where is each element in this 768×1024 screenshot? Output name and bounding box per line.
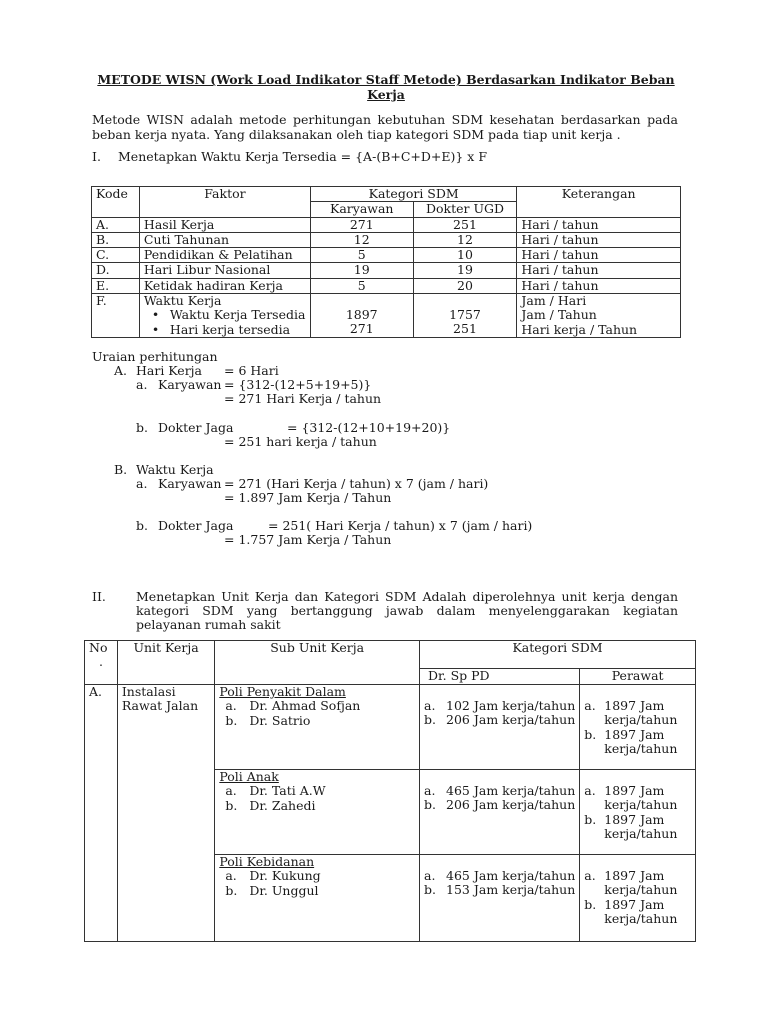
bullet-label: Waktu Kerja Tersedia	[169, 307, 306, 323]
uraian-bb-name: Dokter Jaga	[158, 518, 234, 533]
list-marker: a.	[584, 698, 596, 713]
list-marker: a.	[424, 698, 436, 713]
hours-value: 1897 Jam	[604, 868, 665, 883]
doctor-name: Dr. Kukung	[249, 868, 321, 884]
list-marker: b.	[225, 882, 238, 898]
list-marker: b.	[584, 726, 597, 742]
section-2-heading: Menetapkan Unit Kerja dan Kategori SDM Adalah diperolehnya unit kerja dengan kategori SDM yang bertanggung jawab dalam menyelenggarakan kegiatan pelayanan rumah sakit	[136, 589, 678, 632]
sub-unit-name: Poli Kebidanan	[219, 854, 315, 869]
header-dr-sp-pd: Dr. Sp PD	[420, 669, 580, 685]
cell-kode: D.	[92, 263, 140, 278]
uraian-aa-line2: = 271 Hari Kerja / tahun	[224, 391, 382, 406]
cell-faktor: Cuti Tahunan	[139, 232, 310, 247]
hours-unit: kerja/tahun	[604, 825, 678, 841]
list-marker: b.	[584, 896, 597, 912]
uraian-bb-line2: = 1.757 Jam Kerja / Tahun	[224, 532, 392, 547]
hours-value: 206 Jam kerja/tahun	[446, 797, 576, 813]
cell-faktor-f	[139, 294, 310, 338]
doctor-name: Dr. Tati A.W	[249, 783, 326, 799]
header-faktor: Faktor	[139, 187, 310, 218]
table-waktu-kerja	[91, 186, 681, 338]
hours-value: 1897 Jam	[604, 783, 665, 798]
list-marker: b.	[225, 712, 238, 728]
sub-unit-name: Poli Penyakit Dalam	[219, 684, 346, 699]
cell-dokter: 12	[413, 232, 517, 247]
cell-faktor: Hari Libur Nasional	[139, 263, 310, 278]
list-marker: a.	[424, 868, 436, 883]
hours-value: 1897 Jam	[604, 726, 665, 742]
cell-perawat-hours	[580, 770, 696, 855]
header-sub-unit-kerja: Sub Unit Kerja	[215, 641, 420, 685]
uraian-a-label: A.	[114, 363, 128, 378]
doctor-name: Dr. Ahmad Sofjan	[249, 698, 361, 714]
uraian-ba-label: a.	[136, 476, 148, 491]
intro-paragraph: Metode WISN adalah metode perhitungan kebutuhan SDM kesehatan berdasarkan pada beban kerja nyata. Yang dilaksanakan oleh tiap kategori SDM pada tiap unit kerja .	[92, 112, 678, 142]
list-marker: a.	[225, 698, 237, 714]
value: Jam / Tahun	[521, 307, 597, 323]
cell-keterangan: Hari / tahun	[517, 263, 681, 278]
table-unit-kerja	[84, 640, 696, 942]
uraian-a-title: Hari Kerja	[136, 363, 203, 378]
cell-dr-hours	[420, 770, 580, 855]
header-dokter-ugd: Dokter UGD	[413, 202, 517, 217]
table-row	[92, 294, 681, 338]
hours-value: 465 Jam kerja/tahun	[446, 868, 576, 883]
sub-unit-name: Poli Anak	[219, 769, 279, 784]
cell-keterangan: Hari / tahun	[517, 232, 681, 247]
uraian-ab-name: Dokter Jaga	[158, 420, 234, 435]
hours-unit: kerja/tahun	[604, 712, 678, 728]
hours-unit: kerja/tahun	[604, 797, 678, 813]
cell-faktor: Pendidikan & Pelatihan	[139, 248, 310, 263]
list-marker: b.	[424, 712, 437, 728]
section-1-number: I.	[92, 149, 101, 164]
table-row	[92, 263, 681, 278]
value: 1897	[345, 307, 378, 323]
uraian-aa-line1: = {312-(12+5+19+5)}	[224, 377, 372, 392]
cell-unit-kerja: Instalasi Rawat Jalan	[117, 685, 214, 942]
header-kategori-sdm: Kategori SDM	[420, 641, 696, 669]
table-row	[92, 278, 681, 293]
uraian-ba-name: Karyawan	[158, 476, 222, 491]
cell-faktor: Hasil Kerja	[139, 217, 310, 232]
cell-sub-unit	[215, 685, 420, 770]
cell-dokter: 251	[413, 217, 517, 232]
cell-faktor: Ketidak hadiran Kerja	[139, 278, 310, 293]
uraian-a-value: = 6 Hari	[224, 363, 279, 378]
hours-value: 465 Jam kerja/tahun	[446, 783, 576, 798]
faktor-label: Waktu Kerja	[143, 293, 222, 309]
header-kategori-sdm: Kategori SDM	[310, 187, 516, 202]
list-marker: b.	[225, 797, 238, 813]
header-unit-kerja: Unit Kerja	[117, 641, 214, 685]
list-marker: a.	[584, 868, 596, 883]
bullet-label: Hari kerja tersedia	[169, 321, 291, 337]
cell-karyawan: 12	[310, 232, 413, 247]
value: 1757	[449, 307, 481, 323]
cell-dokter: 20	[413, 278, 517, 293]
header-no-dot: .	[98, 654, 103, 670]
header-no-label: No	[89, 640, 108, 655]
cell-karyawan: 5	[310, 248, 413, 263]
hours-value: 1897 Jam	[604, 896, 665, 912]
cell-karyawan	[310, 294, 413, 338]
cell-row-no: A.	[85, 685, 118, 942]
list-marker: a.	[225, 868, 237, 884]
uraian-ab-label: b.	[136, 420, 148, 435]
cell-dr-hours	[420, 855, 580, 942]
document-title: METODE WISN (Work Load Indikator Staff Metode) Berdasarkan Indikator Beban Kerja	[97, 72, 675, 102]
header-no	[85, 641, 118, 685]
cell-keterangan: Hari / tahun	[517, 278, 681, 293]
list-marker: a.	[225, 783, 237, 799]
cell-dokter	[413, 294, 517, 338]
table-row	[92, 232, 681, 247]
uraian-ab-line1: = {312-(12+10+19+20)}	[287, 420, 451, 435]
uraian-b-label: B.	[114, 462, 128, 477]
cell-kode: C.	[92, 248, 140, 263]
section-1-heading: Menetapkan Waktu Kerja Tersedia = {A-(B+C+D+E)} x F	[118, 149, 488, 164]
table-row	[92, 248, 681, 263]
cell-perawat-hours	[580, 855, 696, 942]
header-karyawan: Karyawan	[310, 202, 413, 217]
list-marker: b.	[424, 882, 437, 898]
cell-dr-hours	[420, 685, 580, 770]
list-marker: b.	[584, 811, 597, 827]
cell-keterangan: Hari / tahun	[517, 248, 681, 263]
uraian-bb-label: b.	[136, 518, 148, 533]
cell-karyawan: 271	[310, 217, 413, 232]
value: 251	[453, 321, 477, 337]
uraian-bb-line1: = 251( Hari Kerja / tahun) x 7 (jam / hari)	[268, 518, 533, 533]
bullet-icon	[150, 322, 170, 337]
header-perawat: Perawat	[580, 669, 696, 685]
cell-dokter: 19	[413, 263, 517, 278]
uraian-heading: Uraian perhitungan	[92, 349, 218, 364]
cell-kode: B.	[92, 232, 140, 247]
cell-karyawan: 19	[310, 263, 413, 278]
hours-unit: kerja/tahun	[604, 740, 678, 756]
hours-value: 1897 Jam	[604, 698, 665, 713]
cell-kode: F.	[92, 294, 140, 338]
header-keterangan: Keterangan	[517, 187, 681, 218]
cell-sub-unit	[215, 770, 420, 855]
hours-value: 102 Jam kerja/tahun	[446, 698, 576, 713]
hours-value: 206 Jam kerja/tahun	[446, 712, 576, 728]
list-marker: a.	[424, 783, 436, 798]
uraian-ba-line2: = 1.897 Jam Kerja / Tahun	[224, 490, 392, 505]
value: Jam / Hari	[521, 293, 587, 309]
doctor-name: Dr. Satrio	[249, 712, 311, 728]
cell-keterangan	[517, 294, 681, 338]
hours-unit: kerja/tahun	[604, 910, 678, 926]
uraian-ba-line1: = 271 (Hari Kerja / tahun) x 7 (jam / hari)	[224, 476, 489, 491]
cell-perawat-hours	[580, 685, 696, 770]
section-2-number: II.	[92, 589, 106, 604]
cell-sub-unit	[215, 855, 420, 942]
uraian-b-title: Waktu Kerja	[136, 462, 214, 477]
hours-unit: kerja/tahun	[604, 882, 678, 898]
doctor-name: Dr. Unggul	[249, 882, 319, 898]
list-marker: a.	[584, 783, 596, 798]
header-kode: Kode	[92, 187, 140, 218]
uraian-aa-label: a.	[136, 377, 148, 392]
value: Hari kerja / Tahun	[521, 321, 638, 337]
hours-value: 153 Jam kerja/tahun	[446, 882, 576, 898]
cell-karyawan: 5	[310, 278, 413, 293]
cell-kode: A.	[92, 217, 140, 232]
list-marker: b.	[424, 797, 437, 813]
cell-keterangan: Hari / tahun	[517, 217, 681, 232]
bullet-icon	[150, 307, 170, 322]
value: 271	[349, 321, 374, 337]
hours-value: 1897 Jam	[604, 811, 665, 827]
uraian-ab-line2: = 251 hari kerja / tahun	[224, 434, 377, 449]
cell-kode: E.	[92, 278, 140, 293]
doctor-name: Dr. Zahedi	[249, 797, 316, 813]
table-row	[92, 217, 681, 232]
cell-dokter: 10	[413, 248, 517, 263]
uraian-aa-name: Karyawan	[158, 377, 222, 392]
